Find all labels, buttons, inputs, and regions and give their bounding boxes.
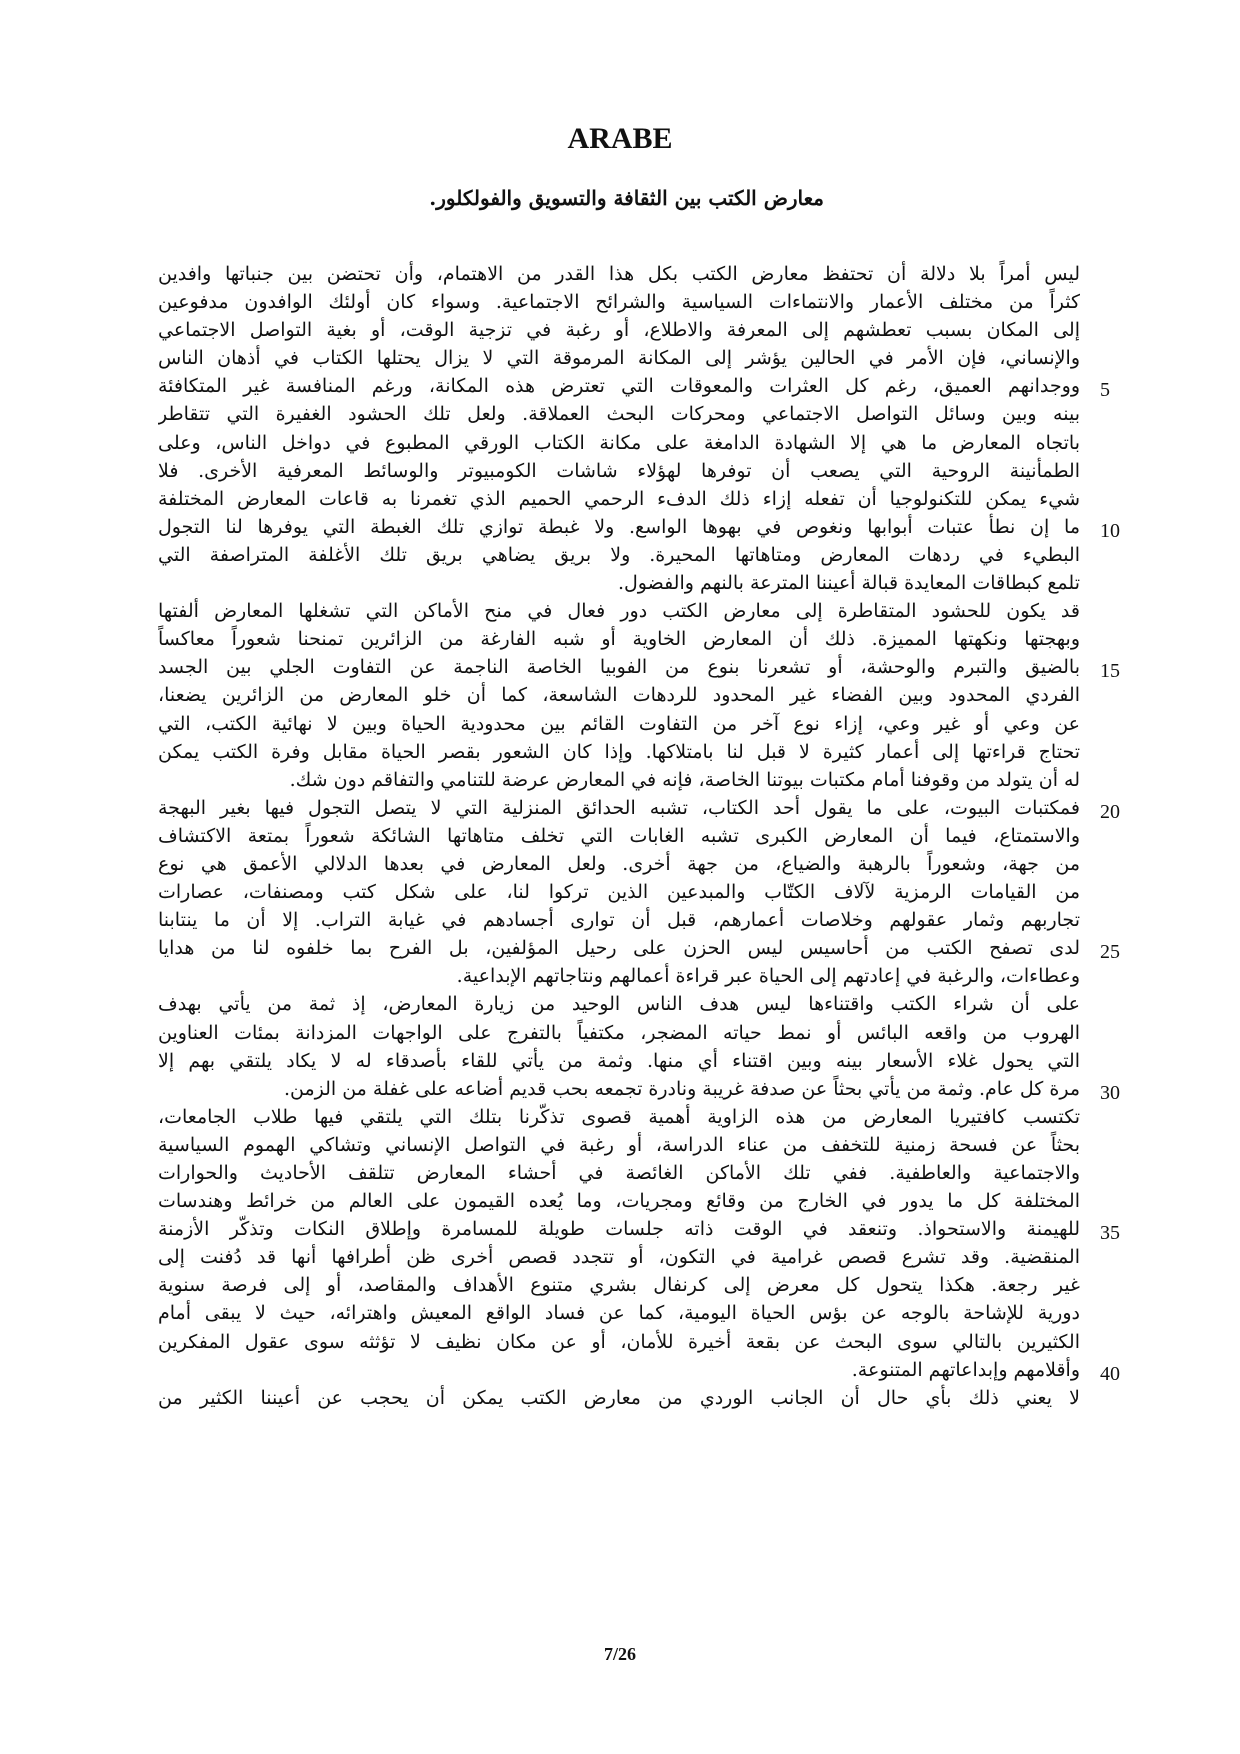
text-line: شيء يمكن للتكنولوجيا أن تفعله إزاء ذلك الدفء الرحمي الحميم الذي تغمرنا به قاعات المعارض المختلفة <box>158 487 1080 510</box>
text-line: تلمع كبطاقات المعايدة قبالة أعيننا المترعة بالنهم والفضول. <box>617 572 1080 595</box>
text-line: بينه وبين وسائل التواصل الاجتماعي ومحركات البحث العملاقة. ولعل تلك الحشود الغفيرة التي تتقاطر <box>158 403 1080 426</box>
text-line: تكتسب كافتيريا المعارض من هذه الزاوية أهمية قصوى تذكّرنا بتلك التي يلتقي فيها طلاب الجامعات، <box>158 1105 1080 1128</box>
text-line: التي يحول غلاء الأسعار بينه وبين اقتناء أي منها. وثمة من يأتي للقاء بأصدقاء له لا يكاد يلتقي بهم إلا <box>158 1049 1080 1072</box>
text-line: ليس أمراً بلا دلالة أن تحتفظ معارض الكتب بكل هذا القدر من الاهتمام، وأن تحتضن بين جنباتها وافدين <box>158 263 1080 285</box>
text-line: كثراً من مختلف الأعمار والانتماءات السياسية والشرائح الاجتماعية. وسواء كان أولئك الوافدون مدفوعين <box>158 291 1080 314</box>
article-body <box>158 260 1080 1412</box>
text-line: وبهجتها ونكهتها المميزة. ذلك أن المعارض الخاوية أو شبه الفارغة من الزائرين تمنحنا شعوراً معاكساً <box>158 628 1080 651</box>
text-line: المختلفة كل ما يدور في الخارج من وقائع ومجريات، وما يُعده القيمون على العالم من خرائط وهندسات <box>158 1190 1080 1213</box>
text-line: الهروب من واقعه البائس أو نمط حياته المضجر، مكتفياً بالتفرج على الواجهات المزدانة بمئات العناوين <box>158 1021 1080 1044</box>
text-line: ووجدانهم العميق، رغم كل العثرات والمعوقات التي تعترض هذه المكانة، ورغم المنافسة غير المتكافئة <box>158 375 1080 398</box>
text-line: لدى تصفح الكتب من أحاسيس ليس الحزن على رحيل المؤلفين، بل الفرح بما خلفوه لنا من هدايا <box>158 937 1080 960</box>
article-subtitle: معارض الكتب بين الثقافة والتسويق والفولكلور. <box>429 186 824 210</box>
text-line: عن وعي أو غير وعي، إزاء نوع آخر من التفاوت القائم بين محدودية الحياة وبين لا نهائية الكتب، التي <box>158 712 1080 735</box>
text-line: بحثاً عن فسحة زمنية للتخفف من عناء الدراسة، أو رغبة في التواصل الإنساني وتشاكي الهموم السياسية <box>158 1133 1080 1156</box>
page-number: 7/26 <box>603 1644 636 1664</box>
text-line: على أن شراء الكتب واقتناءها ليس هدف الناس الوحيد من زيارة المعارض، إذ ثمة من يأتي بهدف <box>158 993 1080 1016</box>
text-line: وعطاءات، والرغبة في إعادتهم إلى الحياة عبر قراءة أعمالهم ونتاجاتهم الإبداعية. <box>456 965 1080 988</box>
line-number: 35 <box>1100 1222 1120 1245</box>
text-line: بالضيق والتبرم والوحشة، أو تشعرنا بنوع من الفوبيا الخاصة الناجمة عن التفاوت الجلي بين الجسد <box>158 656 1080 679</box>
line-number: 15 <box>1100 660 1120 683</box>
line-number: 5 <box>1100 379 1110 402</box>
text-line: الكثيرين بالتالي سوى البحث عن بقعة أخيرة للأمان، أو عن مكان نظيف لا تؤثثه سوى عقول المفكرين <box>158 1330 1080 1353</box>
text-line: إلى المكان بسبب تعطشهم إلى المعرفة والاطلاع، أو رغبة في تزجية الوقت، أو بغية التواصل الاجتماعي <box>158 319 1080 342</box>
line-number: 25 <box>1100 941 1120 964</box>
text-line: الفردي المحدود وبين الفضاء غير المحدود للردهات الشاسعة، كما أن خلو المعارض من الزائرين يضعنا، <box>158 684 1080 707</box>
text-line: تجاربهم وثمار عقولهم وخلاصات أعمارهم، قبل أن توارى أجسادهم في غيابة التراب. إلا أن ما ينتابنا <box>158 909 1080 932</box>
text-line: مرة كل عام. وثمة من يأتي بحثاً عن صدفة غريبة ونادرة تجمعه بحب قديم أضاعه على غفلة من الزمن. <box>283 1077 1080 1100</box>
text-line: المنقضية. وقد تشرع قصص غرامية في التكون، أو تتجدد قصص أخرى ظن أطرافها أنها قد دُفنت إلى <box>158 1246 1080 1269</box>
text-line: البطيء في ردهات المعارض ومتاهاتها المحيرة. ولا بريق يضاهي بريق تلك الأغلفة المتراصفة التي <box>158 543 1080 566</box>
text-line: غير رجعة. هكذا يتحول كل معرض إلى كرنفال بشري متنوع الأهداف والمقاصد، أو إلى فرصة سنوية <box>158 1274 1080 1297</box>
text-line: والاجتماعية والعاطفية. ففي تلك الأماكن الغائصة في أحشاء المعارض تتلقف الأحاديث والحوارات <box>158 1162 1080 1184</box>
text-line: قد يكون للحشود المتقاطرة إلى معارض الكتب دور فعال في منح الأماكن التي تشغلها المعارض ألفتها <box>158 600 1080 623</box>
text-line: لا يعني ذلك بأي حال أن الجانب الوردي من معارض الكتب يمكن أن يحجب عن أعيننا الكثير من <box>158 1386 1080 1409</box>
line-number: 30 <box>1100 1081 1120 1104</box>
text-line: من جهة، وشعوراً بالرهبة والضياع، من جهة أخرى. ولعل المعارض في بعدها الدلالي الأعمق هي نوع <box>158 852 1080 875</box>
text-line: باتجاه المعارض ما هي إلا الشهادة الدامغة على مكانة الكتاب الورقي المطبوع في دواخل الناس، وعلى <box>158 431 1080 454</box>
line-number: 20 <box>1100 800 1120 823</box>
text-line: فمكتبات البيوت، على ما يقول أحد الكتاب، تشبه الحدائق المنزلية التي لا يتصل التجول فيها بغير البهجة <box>158 796 1080 819</box>
text-line: والاستمتاع، فيما أن المعارض الكبرى تشبه الغابات التي تخلف متاهاتها الشائكة شعوراً بمتعة الاكتشاف <box>158 824 1080 847</box>
line-number: 10 <box>1100 519 1120 542</box>
page-title: ARABE <box>567 122 673 155</box>
text-line: والإنساني، فإن الأمر في الحالين يؤشر إلى المكانة المرموقة التي لا يزال يحتلها الكتاب في أذهان الناس <box>158 347 1080 370</box>
text-line: الطمأنينة الروحية التي يصعب أن توفرها لهؤلاء شاشات الكومبيوتر والوسائط المعرفية الأخرى. فلا <box>158 459 1080 482</box>
text-line: من القيامات الرمزية لآلاف الكتّاب والمبدعين الذين تركوا لنا، على شكل كتب ومصنفات، عصارات <box>158 881 1080 904</box>
text-line: للهيمنة والاستحواذ. وتنعقد في الوقت ذاته جلسات طويلة للمسامرة وإطلاق النكات وتذكّر الأزمنة <box>158 1218 1080 1241</box>
text-line: وأقلامهم وإبداعاتهم المتنوعة. <box>851 1358 1080 1381</box>
line-number: 40 <box>1100 1362 1120 1385</box>
text-line: دورية للإشاحة بالوجه عن بؤس الحياة اليومية، كما عن فساد الواقع المعيش واهترائه، حيث لا يبقى أمام <box>158 1302 1080 1325</box>
text-line: تحتاج قراءتها إلى أعمار كثيرة لا قبل لنا بامتلاكها. وإذا كان الشعور بقصر الحياة مقابل وفرة الكتب يمكن <box>158 740 1080 763</box>
text-line: له أن يتولد من وقوفنا أمام مكتبات بيوتنا الخاصة، فإنه في المعارض عرضة للتنامي والتفاقم دون شك. <box>289 768 1080 791</box>
text-line: ما إن نطأ عتبات أبوابها ونغوص في بهوها الواسع. ولا غبطة توازي تلك الغبطة التي يوفرها لنا التجول <box>158 515 1080 538</box>
